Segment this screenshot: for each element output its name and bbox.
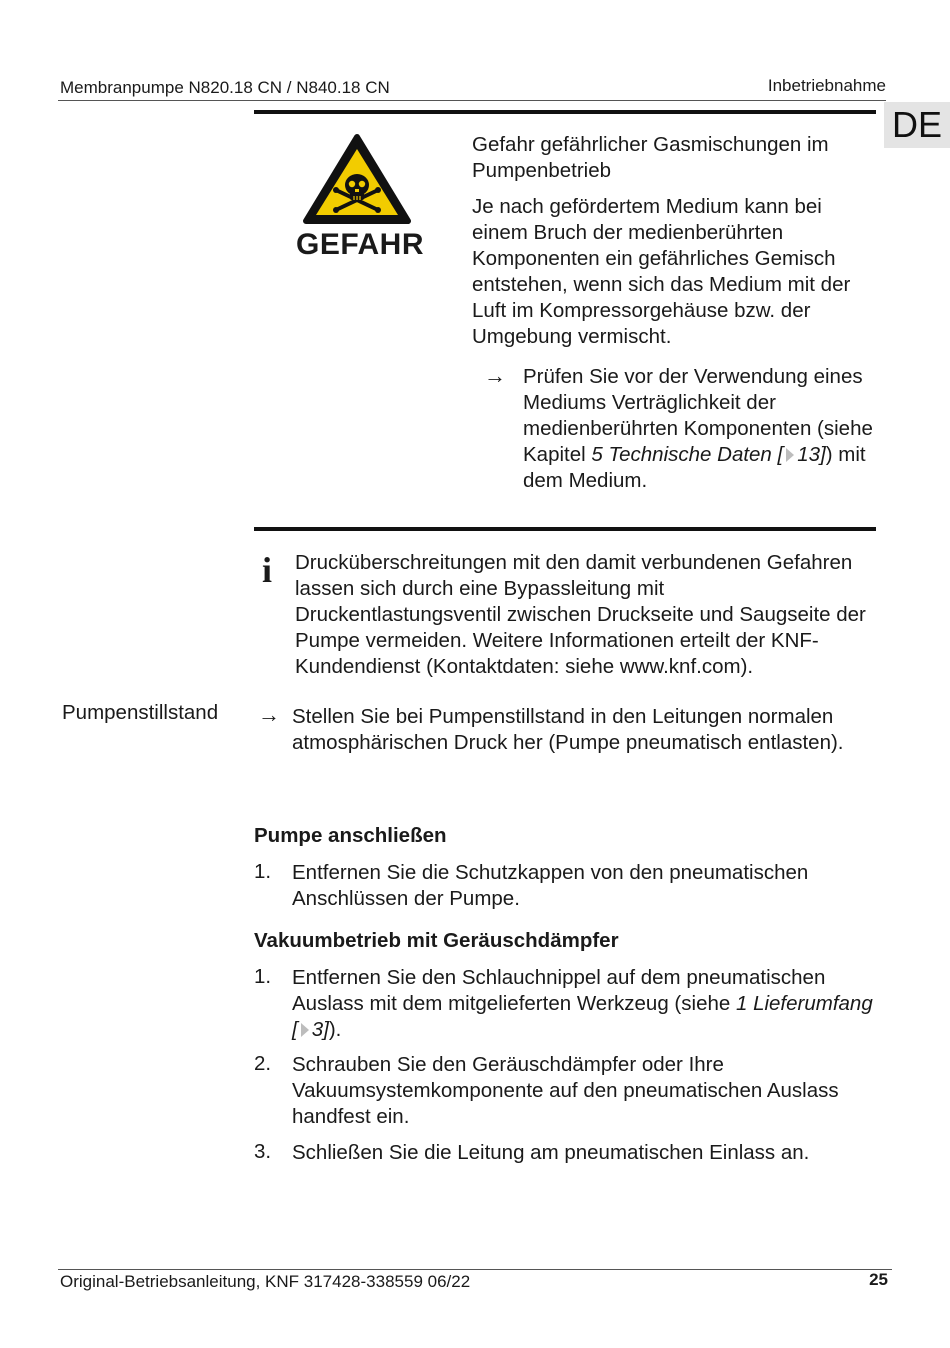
language-tab: DE <box>884 102 950 148</box>
warning-signal-word: GEFAHR <box>295 228 424 261</box>
warning-title: Gefahr gefährlicher Gasmischungen im Pumpenbetrieb <box>472 133 829 182</box>
standstill-action: Stellen Sie bei Pumpenstillstand in den Leitungen normalen atmosphärischen Druck her (Pumpe pneumatisch entlasten). <box>292 705 844 754</box>
warning-description: Je nach gefördertem Medium kann bei einem Bruch der medienberührten Komponenten ein gefährliches Gemisch entstehen, wenn sich das Medium mit der Luft im Kompressorgehäuse bzw. der Umgebung vermischt. <box>472 195 851 348</box>
vacuum-step-1 <box>292 965 877 1043</box>
section-heading-connect-pump: Pumpe anschließen <box>254 824 447 847</box>
footer-divider <box>58 1269 892 1270</box>
footer-document-id: Original-Betriebsanleitung, KNF 317428-338559 06/22 <box>60 1272 471 1291</box>
side-label-pump-standstill: Pumpenstillstand <box>62 701 219 724</box>
page-reference-triangle-icon <box>786 448 794 462</box>
page-number: 25 <box>869 1270 888 1289</box>
warning-action-text: Prüfen Sie vor der Verwendung eines Mediums Verträglichkeit der medienberührten Komponenten (siehe Kapitel <box>523 365 873 466</box>
vacuum-step-2: Schrauben Sie den Geräuschdämpfer oder Ihre Vakuumsystemkomponente auf den pneumatischen Auslass handfest ein. <box>292 1053 839 1128</box>
warning-top-rule <box>254 110 876 114</box>
vacuum-step-1-suffix: ). <box>328 1018 342 1041</box>
vacuum-step-1-text: Entfernen Sie den Schlauchnippel auf dem pneumatischen Auslass mit dem mitgelieferten Werkzeug (siehe <box>292 966 826 1015</box>
action-arrow-icon: → <box>258 702 280 727</box>
action-arrow-icon: → <box>484 363 506 388</box>
step-number: 2. <box>254 1052 272 1075</box>
chapter-reference-title: 5 Technische Daten [ <box>591 443 784 466</box>
chapter-reference-page: 3] <box>311 1018 329 1041</box>
section-heading-vacuum-operation: Vakuumbetrieb mit Geräuschdämpfer <box>254 929 619 952</box>
vacuum-step-3: Schließen Sie die Leitung am pneumatischen Einlass an. <box>292 1141 810 1164</box>
skull-crossbones-warning-icon <box>302 133 412 225</box>
header-document-title: Membranpumpe N820.18 CN / N840.18 CN <box>60 78 390 97</box>
step-number: 1. <box>254 965 272 988</box>
chapter-reference-page: 13] <box>797 443 826 466</box>
page-reference-triangle-icon <box>301 1023 309 1037</box>
header-chapter-title: Inbetriebnahme <box>767 76 886 95</box>
info-icon: i <box>262 550 273 590</box>
warning-action <box>523 364 875 494</box>
step-number: 1. <box>254 860 272 883</box>
header-divider <box>58 100 886 101</box>
chapter-reference-link[interactable] <box>591 443 825 466</box>
connect-step-text: Entfernen Sie die Schutzkappen von den pneumatischen Anschlüssen der Pumpe. <box>292 861 809 910</box>
warning-action-suffix: ) mit dem Medium. <box>523 443 866 492</box>
warning-bottom-rule <box>254 527 876 531</box>
chapter-reference-title: 1 Lieferumfang [ <box>292 992 873 1041</box>
info-note: Drucküberschreitungen mit den damit verbundenen Gefahren lassen sich durch eine Bypassleitung mit Druckentlastungsventil zwischen Druckseite und Saugseite der Pumpe vermeiden. Weitere Informationen erteilt der KNF-Kundendienst (Kontaktdaten: siehe www.knf.com). <box>295 551 866 678</box>
step-number: 3. <box>254 1140 272 1163</box>
